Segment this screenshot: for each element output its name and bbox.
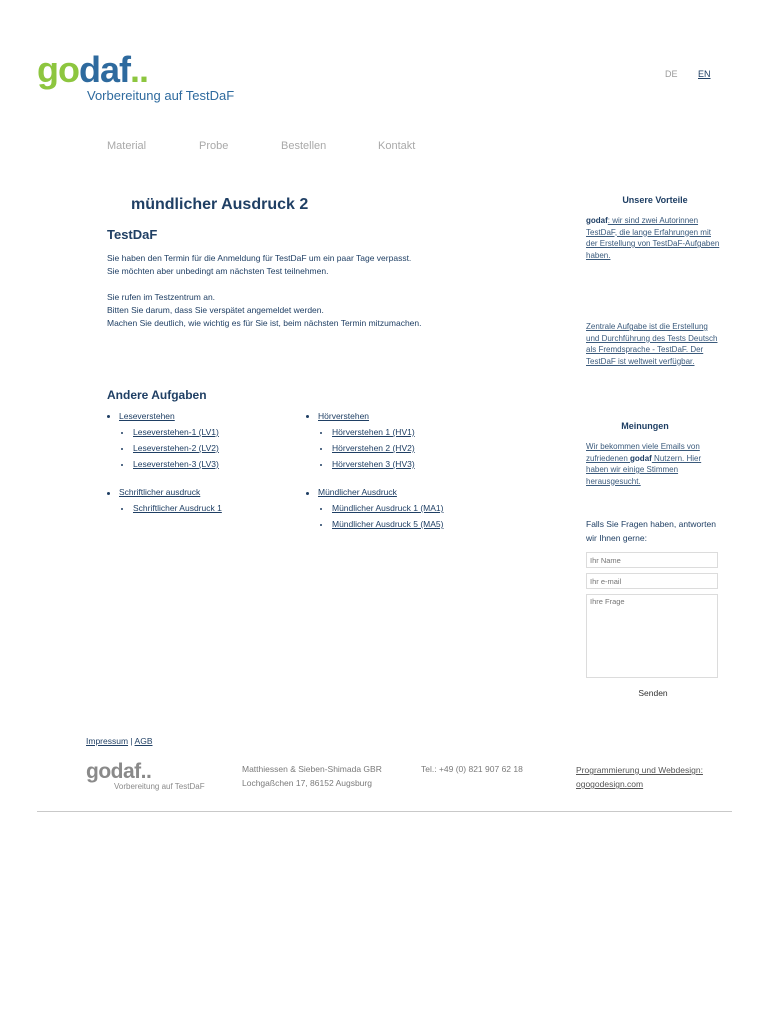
logo-tagline: Vorbereitung auf TestDaF — [87, 88, 235, 103]
task-link-sa1[interactable]: Schriftlicher Ausdruck 1 — [133, 503, 222, 513]
advantages-title: Unsere Vorteile — [622, 195, 688, 205]
advantages-text[interactable] — [586, 215, 721, 261]
advantages-link[interactable]: : wir sind zwei Autorinnen TestDaF, die lange Erfahrungen mit der Erstellung von TestDaF-Aufgaben haben. — [586, 216, 720, 260]
bullet — [320, 432, 322, 434]
bullet — [306, 415, 309, 418]
bullet — [121, 508, 123, 510]
nav-bestellen[interactable]: Bestellen — [281, 140, 327, 152]
bullet — [107, 415, 110, 418]
section-title: TestDaF — [107, 227, 158, 242]
bullet — [306, 492, 309, 495]
advantages-text-2[interactable] — [586, 321, 721, 367]
task-link-lv2[interactable]: Leseverstehen-2 (LV2) — [133, 443, 219, 453]
task-line: Machen Sie deutlich, wie wichtig es für Sie ist, beim nächsten Termin mitzumachen. — [107, 318, 422, 328]
name-field[interactable] — [586, 552, 718, 568]
footer-design-credit — [576, 763, 703, 791]
task-link-ma1[interactable]: Mündlicher Ausdruck 1 (MA1) — [332, 503, 444, 513]
footer-divider — [37, 811, 732, 812]
nav-material[interactable]: Material — [107, 140, 147, 152]
impressum-link[interactable]: Impressum — [86, 736, 129, 746]
footer-separator: | — [130, 736, 133, 746]
send-button[interactable]: Senden — [586, 687, 720, 699]
bullet — [320, 464, 322, 466]
logo-wordmark: godaf.. — [37, 49, 148, 90]
bullet — [320, 508, 322, 510]
footer-phone: Tel.: +49 (0) 821 907 62 18 — [421, 764, 523, 774]
bullet — [121, 432, 123, 434]
language-de[interactable]: DE — [665, 69, 678, 79]
bullet — [121, 464, 123, 466]
opinions-link[interactable]: Wir bekommen viele Emails von zufriedenen — [586, 442, 700, 463]
group-link-leseverstehen[interactable]: Leseverstehen — [119, 411, 175, 421]
footer-logo-wordmark: godaf.. — [86, 760, 152, 783]
task-link-lv1[interactable]: Leseverstehen-1 (LV1) — [133, 427, 219, 437]
task-line: Sie möchten aber unbedingt am nächsten Test teilnehmen. — [107, 266, 329, 276]
design-credit-link[interactable]: Programmierung und Webdesign: — [576, 765, 703, 775]
bullet — [121, 448, 123, 450]
opinions-link[interactable]: Nutzern. Hier haben wir einige Stimmen herausgesucht. — [586, 453, 702, 486]
task-link-hv1[interactable]: Hörverstehen 1 (HV1) — [332, 427, 415, 437]
brand-mention: godaf — [630, 453, 652, 463]
company-address: Lochgaßchen 17, 86152 Augsburg — [242, 778, 372, 788]
nav-probe[interactable]: Probe — [199, 140, 229, 152]
contact-prompt: Falls Sie Fragen haben, antworten wir Ihnen gerne: — [586, 519, 716, 543]
task-paragraph-1 — [107, 252, 547, 278]
task-link-hv2[interactable]: Hörverstehen 2 (HV2) — [332, 443, 415, 453]
nav-kontakt[interactable]: Kontakt — [378, 140, 416, 152]
agb-link[interactable]: AGB — [134, 736, 153, 746]
task-paragraph-2 — [107, 291, 547, 330]
opinions-text[interactable] — [586, 441, 721, 487]
company-name: Matthiessen & Sieben-Shimada GBR — [242, 764, 382, 774]
testdaf-info-link[interactable]: Zentrale Aufgabe ist die Erstellung und Durchführung des Tests Deutsch als Fremdsprache - TestDaF. Der TestDaF ist weltweit verfügbar. — [586, 322, 718, 366]
footer-logo-tagline: Vorbereitung auf TestDaF — [114, 782, 205, 791]
design-site-link[interactable]: ogogodesign.com — [576, 779, 644, 789]
task-line: Bitten Sie darum, dass Sie verspätet angemeldet werden. — [107, 305, 324, 315]
brand-mention: godaf — [586, 216, 608, 225]
group-link-schriftlicher-ausdruck[interactable]: Schriftlicher ausdruck — [119, 487, 201, 497]
task-link-hv3[interactable]: Hörverstehen 3 (HV3) — [332, 459, 415, 469]
other-tasks-title: Andere Aufgaben — [107, 388, 207, 402]
task-link-lv3[interactable]: Leseverstehen-3 (LV3) — [133, 459, 219, 469]
question-field[interactable] — [586, 594, 718, 678]
footer-company — [242, 762, 382, 790]
group-link-hoerverstehen[interactable]: Hörverstehen — [318, 411, 370, 421]
task-line: Sie rufen im Testzentrum an. — [107, 292, 216, 302]
footer-links — [86, 736, 153, 746]
bullet — [320, 524, 322, 526]
footer-logo — [86, 760, 216, 800]
bullet — [320, 448, 322, 450]
language-en[interactable]: EN — [698, 69, 711, 79]
email-field[interactable] — [586, 573, 718, 589]
task-line: Sie haben den Termin für die Anmeldung für TestDaF um ein paar Tage verpasst. — [107, 253, 412, 263]
bullet — [107, 492, 110, 495]
opinions-title: Meinungen — [621, 421, 669, 431]
page-title: mündlicher Ausdruck 2 — [131, 196, 309, 213]
brand-logo[interactable] — [37, 50, 267, 110]
group-link-muendlicher-ausdruck[interactable]: Mündlicher Ausdruck — [318, 487, 397, 497]
task-link-ma5[interactable]: Mündlicher Ausdruck 5 (MA5) — [332, 519, 444, 529]
